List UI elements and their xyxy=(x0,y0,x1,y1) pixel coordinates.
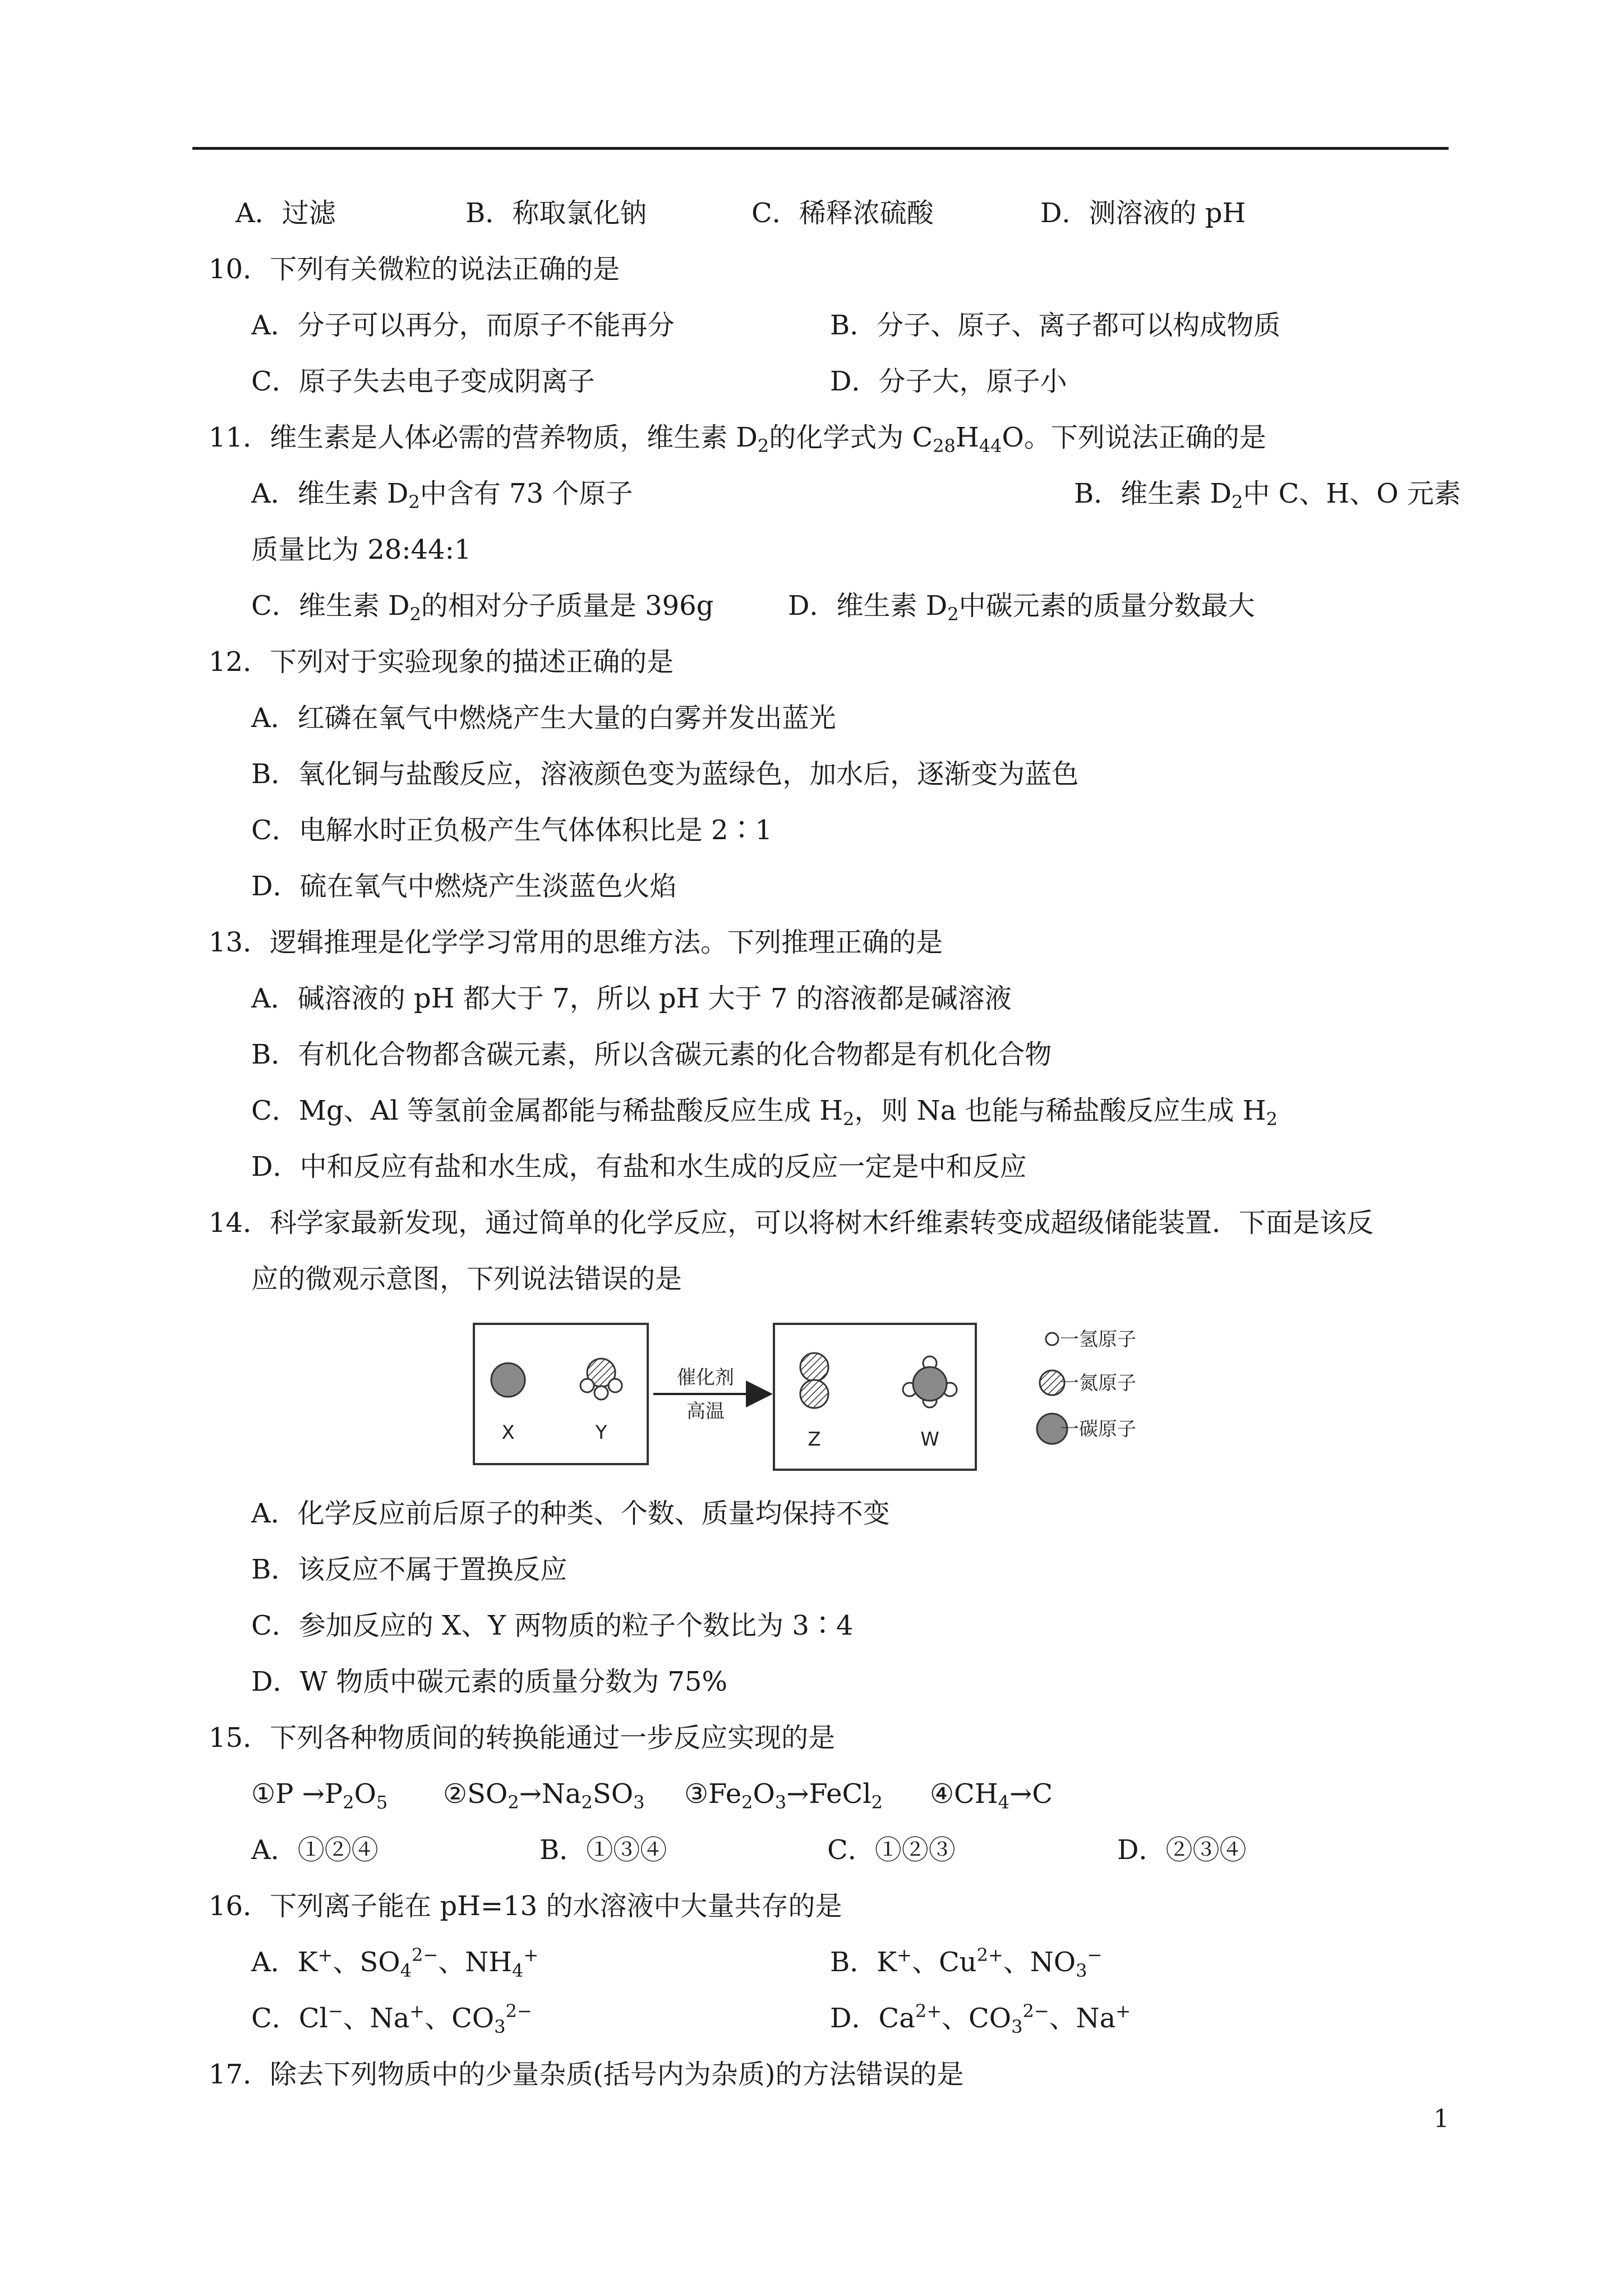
q13-option-b: B．有机化合物都含碳元素，所以含碳元素的化合物都是有机化合物 xyxy=(251,1039,1052,1070)
q14-option-d: D．W 物质中碳元素的质量分数为 75% xyxy=(251,1666,728,1697)
q14-option-b: B．该反应不属于置换反应 xyxy=(251,1554,568,1585)
q15-item-1: ①P $\to P_2O_5$ xyxy=(251,1778,388,1813)
page-number: 1 xyxy=(1433,2105,1449,2133)
q15-option-a: A．①②④ xyxy=(251,1834,379,1866)
reaction-diagram xyxy=(471,1321,1178,1478)
q14-stem-line1: 14．科学家最新发现，通过简单的化学反应，可以将树木纤维素转变成超级储能装置．下面是该反 xyxy=(209,1207,1374,1239)
q9-option-c: C．稀释浓硫酸 xyxy=(751,197,934,229)
q9-option-a: A．过滤 xyxy=(236,197,336,229)
q16-option-c: C．Cl−、Na+、$CO_3^{2-}$ xyxy=(251,2000,532,2037)
q11-option-a: A．维生素 $D_2$中含有 73 个原子 xyxy=(251,478,633,513)
header-rule xyxy=(192,147,1449,150)
legend-hydrogen-label: 一氢原子 xyxy=(1060,1328,1136,1351)
q9-option-b: B．称取氯化钠 xyxy=(465,197,647,229)
q12-option-d: D．硫在氧气中燃烧产生淡蓝色火焰 xyxy=(251,871,677,902)
q15-option-b: B．①③④ xyxy=(540,1834,667,1866)
q10-option-a: A．分子可以再分，而原子不能再分 xyxy=(251,310,675,341)
q11-option-b: B．维生素 $D_2$中 C、H、O 元素 xyxy=(1074,478,1461,513)
arrow-label-high-temp: 高温 xyxy=(686,1400,725,1423)
legend-hydrogen-icon xyxy=(1046,1333,1058,1345)
y-hydrogen-atom-icon xyxy=(594,1386,608,1400)
z-nitrogen-atom-icon xyxy=(800,1380,828,1408)
label-w: W xyxy=(920,1428,939,1451)
q15-stem: 15．下列各种物质间的转换能通过一步反应实现的是 xyxy=(209,1722,836,1754)
q11-stem: 11．维生素是人体必需的营养物质，维生素 $D_2$的化学式为 $C_{28}H_{44}O$。下列说法正确的是 xyxy=(209,422,1266,457)
q13-option-d: D．中和反应有盐和水生成，有盐和水生成的反应一定是中和反应 xyxy=(251,1151,1027,1182)
q13-stem: 13．逻辑推理是化学学习常用的思维方法。下列推理正确的是 xyxy=(209,927,943,958)
q15-item-3: $③Fe_2O_3\to FeCl_2$ xyxy=(684,1778,883,1813)
q15-option-c: C．①②③ xyxy=(827,1834,956,1866)
q10-stem: 10．下列有关微粒的说法正确的是 xyxy=(209,254,620,285)
y-hydrogen-atom-icon xyxy=(580,1379,594,1392)
q16-option-a: A．K+、$SO_4^{2-}$、$NH_4^+$ xyxy=(251,1944,539,1981)
q15-item-2: $②SO_2\to Na_2SO_3$ xyxy=(443,1778,645,1813)
q11-option-b-cont: 质量比为 28:44:1 xyxy=(251,534,472,565)
q14-stem-line2: 应的微观示意图，下列说法错误的是 xyxy=(251,1263,683,1295)
q16-option-b: B．K+、$Cu^{2+}$、$NO_3^-$ xyxy=(830,1944,1103,1981)
q14-option-a: A．化学反应前后原子的种类、个数、质量均保持不变 xyxy=(251,1498,890,1529)
label-z: Z xyxy=(808,1428,821,1451)
label-y: Y xyxy=(595,1421,607,1444)
q12-stem: 12．下列对于实验现象的描述正确的是 xyxy=(209,646,674,678)
q10-option-d: D．分子大，原子小 xyxy=(830,366,1067,397)
q14-option-c: C．参加反应的 X、Y 两物质的粒子个数比为 3∶4 xyxy=(251,1610,854,1641)
q12-option-a: A．红磷在氧气中燃烧产生大量的白雾并发出蓝光 xyxy=(251,702,836,734)
q16-option-d: D．$Ca^{2+}$、$CO_3^{2-}$、Na+ xyxy=(830,2000,1131,2037)
q17-stem: 17．除去下列物质中的少量杂质(括号内为杂质)的方法错误的是 xyxy=(209,2059,964,2090)
q15-item-4: $④CH_4\to C$ xyxy=(930,1778,1053,1813)
legend-carbon-label: 一碳原子 xyxy=(1060,1418,1136,1441)
q13-option-a: A．碱溶液的 pH 都大于 7，所以 pH 大于 7 的溶液都是碱溶液 xyxy=(251,983,1012,1014)
q12-option-c: C．电解水时正负极产生气体体积比是 2∶1 xyxy=(251,815,773,846)
z-nitrogen-atom-icon xyxy=(800,1353,828,1381)
q9-option-d: D．测溶液的 pH xyxy=(1040,197,1246,229)
q12-option-b: B．氧化铜与盐酸反应，溶液颜色变为蓝绿色，加水后，逐渐变为蓝色 xyxy=(251,758,1079,790)
q15-option-d: D．②③④ xyxy=(1117,1834,1247,1866)
q16-stem: 16．下列离子能在 pH=13 的水溶液中大量共存的是 xyxy=(209,1890,842,1922)
w-carbon-atom-icon xyxy=(913,1367,947,1401)
label-x: X xyxy=(501,1421,515,1444)
y-hydrogen-atom-icon xyxy=(608,1379,622,1392)
x-carbon-atom-icon xyxy=(491,1363,525,1397)
arrow-label-catalyst: 催化剂 xyxy=(677,1366,734,1389)
q11-option-d: D．维生素 $D_2$中碳元素的质量分数最大 xyxy=(788,590,1255,625)
q10-option-b: B．分子、原子、离子都可以构成物质 xyxy=(830,310,1281,341)
legend-nitrogen-label: 一氮原子 xyxy=(1060,1372,1136,1395)
q10-option-c: C．原子失去电子变成阴离子 xyxy=(251,366,595,397)
q13-option-c: C．Mg、Al 等氢前金属都能与稀盐酸反应生成 $H_2$，则 Na 也能与稀盐酸反应生成 $H_2$ xyxy=(251,1095,1278,1130)
q11-option-c: C．维生素 $D_2$的相对分子质量是 396g xyxy=(251,590,714,625)
